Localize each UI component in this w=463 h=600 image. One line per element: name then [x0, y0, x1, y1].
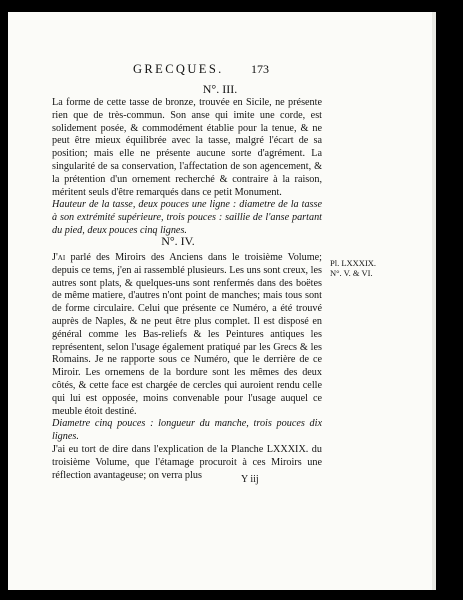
- section-iv-paragraph-body: parlé des Miroirs des Anciens dans le troisième Volume; depuis ce tems, j'en ai rassemblé plusieurs. Les uns sont creux, les autres sont plats, & quelques-uns sont renfermés dans des boëtes de même matiere, d'autres n'ont point de manches; mais tous sont de forme circulaire. Celui que présente ce Numéro, a été trouvé auprès de Naples, & ne peut être plus complet. Il est disposé en général comme les Bas-reliefs & les Peintures antiques les représentent, selon l'usage également pratiqué par les Grecs & les Romains. Je ne rapporte sous ce Numéro, que le derrière de ce Miroir. Les ornemens de la bordure sont les mêmes des deux côtés, & cette face est chargée de cercles qui auroient rendu celle qui lui est opposée, moins convenable pour l'usage auquel ce meuble étoit destiné.: [52, 252, 322, 417]
- section-iv-text: [52, 252, 322, 482]
- running-title: GRECQUES.: [133, 62, 224, 76]
- section-title-iii: N°. III.: [202, 82, 238, 96]
- section-iv-measurement: Diametre cinq pouces : longueur du manche, trois pouces dix lignes.: [52, 418, 322, 443]
- section-iii-text: [52, 97, 322, 238]
- page-edge: [432, 12, 436, 590]
- section-iv-dropcap: J'ai: [52, 252, 66, 263]
- section-iii-paragraph: La forme de cette tasse de bronze, trouvée en Sicile, ne présente rien que de très-commun. Son anse qui imite une corde, est solidement posée, & commodément établie pour la tenue, & ne peut être mieux équilibrée avec la tasse, malgré l'écart de sa position; mais elle ne présente aucune sorte d'agrément. La singularité de sa conservation, l'affectation de son agencement, & la prétention d'un ornement recherché & contraire à la raison, méritent seuls d'être remarqués dans ce petit Monument.: [52, 97, 322, 198]
- book-page: [8, 12, 432, 590]
- page-number: 173: [251, 62, 269, 76]
- page-header: [8, 62, 432, 78]
- scan-border: [438, 0, 463, 600]
- margin-note-plate: Pl. LXXXIX.: [330, 258, 377, 268]
- section-iv-paragraph-2: J'ai eu tort de dire dans l'explication de la Planche LXXXIX. du troisième Volume, que l'étamage procuroit à ces Miroirs une réflection avantageuse; on verra plus: [52, 443, 322, 481]
- section-iii-measurement: Hauteur de la tasse, deux pouces une ligne : diametre de la tasse à son extrémité supérieure, trois pouces : saillie de l'anse partant du pied, deux pouces cinq lignes.: [52, 199, 322, 236]
- margin-note-numbers: N°. V. & VI.: [330, 268, 373, 278]
- margin-note: [330, 258, 376, 278]
- section-iv-paragraph: [52, 252, 322, 418]
- section-title-iv: N°. IV.: [161, 234, 195, 248]
- signature-mark: Y iij: [241, 474, 259, 485]
